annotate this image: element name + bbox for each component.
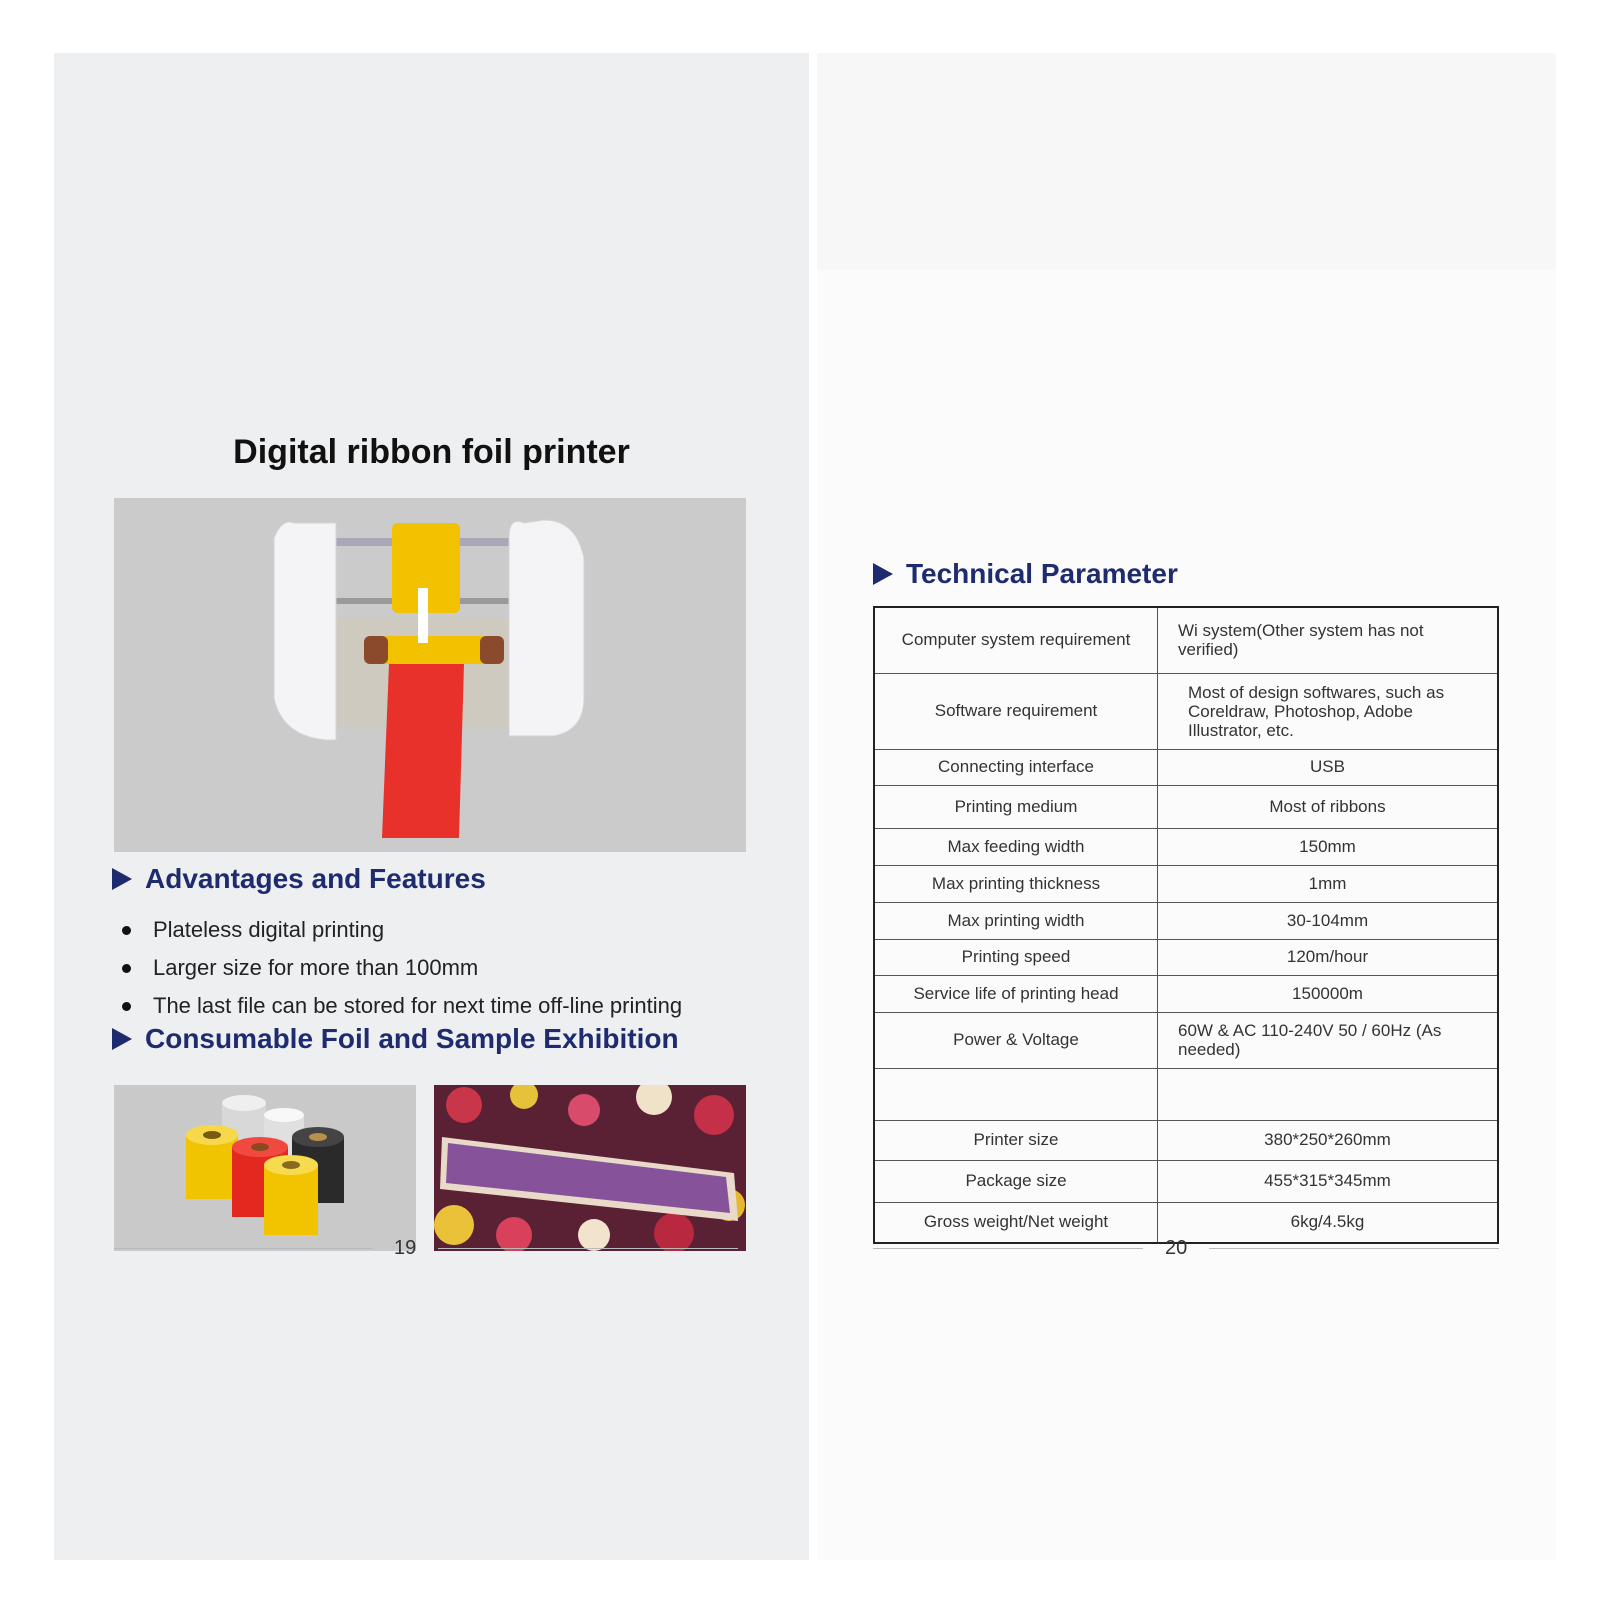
triangle-icon [112, 1028, 132, 1050]
table-row [874, 939, 1498, 975]
spec-value: 6kg/4.5kg [1158, 1202, 1499, 1243]
spec-label [874, 1068, 1158, 1120]
table-row [874, 785, 1498, 828]
table-row [874, 1012, 1498, 1068]
foil-rolls-illustration [114, 1085, 416, 1251]
triangle-icon [873, 563, 893, 585]
spec-value: 150mm [1158, 828, 1499, 865]
spec-label: Connecting interface [874, 749, 1158, 785]
spec-label: Max printing thickness [874, 865, 1158, 902]
bullet-icon [122, 1002, 131, 1011]
spec-value: Wi system(Other system has not verified) [1158, 607, 1499, 673]
spec-label: Gross weight/Net weight [874, 1202, 1158, 1243]
spec-value: Most of ribbons [1158, 785, 1499, 828]
spec-label: Power & Voltage [874, 1012, 1158, 1068]
spec-label: Max feeding width [874, 828, 1158, 865]
page-footer [873, 1237, 1499, 1260]
page-title: Digital ribbon foil printer [233, 433, 630, 471]
spec-value: 120m/hour [1158, 939, 1499, 975]
spec-label: Software requirement [874, 673, 1158, 749]
spec-label: Printing medium [874, 785, 1158, 828]
spec-value: 60W & AC 110-240V 50 / 60Hz (As needed) [1158, 1012, 1499, 1068]
spec-table [873, 606, 1499, 1244]
table-row [874, 673, 1498, 749]
spec-value: 455*315*345mm [1158, 1160, 1499, 1202]
advantages-heading [112, 863, 486, 895]
printer-illustration [114, 498, 746, 852]
feature-text: Plateless digital printing [153, 917, 385, 942]
footer-rule [114, 1248, 372, 1249]
spec-label: Printing speed [874, 939, 1158, 975]
spec-label: Package size [874, 1160, 1158, 1202]
spec-value: 1mm [1158, 865, 1499, 902]
table-row [874, 975, 1498, 1012]
sample-ribbon-illustration [434, 1085, 746, 1251]
table-row [874, 1160, 1498, 1202]
spec-value: 380*250*260mm [1158, 1120, 1499, 1160]
consumable-heading [112, 1023, 679, 1055]
bullet-icon [122, 926, 131, 935]
footer-rule [1209, 1248, 1499, 1249]
list-item [116, 949, 766, 987]
spec-label: Max printing width [874, 902, 1158, 939]
top-band [817, 53, 1556, 269]
feature-list [116, 911, 766, 1025]
list-item [116, 911, 766, 949]
spec-value: 30-104mm [1158, 902, 1499, 939]
consumable-heading-text: Consumable Foil and Sample Exhibition [145, 1023, 679, 1054]
sample-ribbon-photo [434, 1085, 746, 1251]
page-number: 19 [394, 1237, 417, 1259]
spec-value: 150000m [1158, 975, 1499, 1012]
spec-label: Service life of printing head [874, 975, 1158, 1012]
technical-parameter-heading-text: Technical Parameter [906, 558, 1178, 589]
table-row [874, 1068, 1498, 1120]
printer-photo [114, 498, 746, 852]
page-footer [114, 1237, 738, 1260]
spec-value: Most of design softwares, such as Coreldraw, Photoshop, Adobe Illustrator, etc. [1158, 673, 1499, 749]
table-row [874, 607, 1498, 673]
footer-rule [438, 1248, 738, 1249]
right-page [817, 53, 1556, 1560]
table-row [874, 749, 1498, 785]
foil-rolls-photo [114, 1085, 416, 1251]
spec-value [1158, 1068, 1499, 1120]
bullet-icon [122, 964, 131, 973]
list-item [116, 987, 766, 1025]
page-number: 20 [1165, 1237, 1188, 1259]
advantages-heading-text: Advantages and Features [145, 863, 486, 894]
spec-label: Printer size [874, 1120, 1158, 1160]
spec-value: USB [1158, 749, 1499, 785]
technical-parameter-heading [873, 558, 1178, 590]
table-row [874, 902, 1498, 939]
footer-rule [873, 1248, 1143, 1249]
table-row [874, 1120, 1498, 1160]
left-page [54, 53, 809, 1560]
table-row [874, 865, 1498, 902]
feature-text: Larger size for more than 100mm [153, 955, 479, 980]
feature-text: The last file can be stored for next time off-line printing [153, 993, 683, 1018]
table-row [874, 828, 1498, 865]
triangle-icon [112, 868, 132, 890]
spec-label: Computer system requirement [874, 607, 1158, 673]
